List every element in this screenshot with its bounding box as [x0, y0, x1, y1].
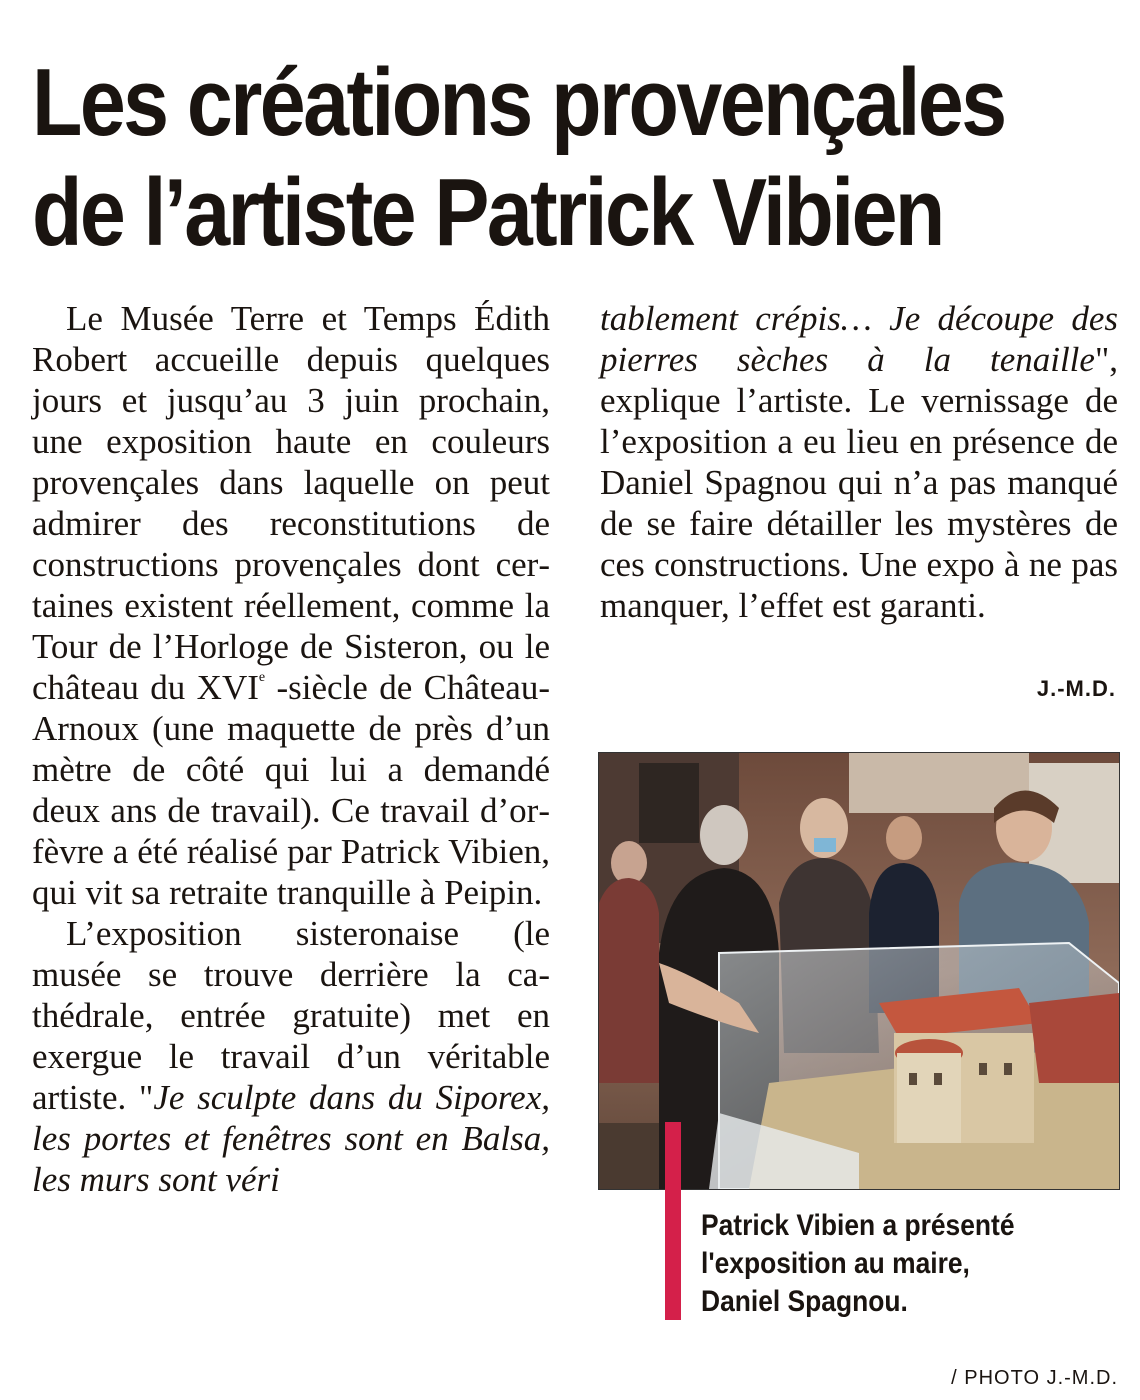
century-superscript: e — [258, 670, 266, 685]
paragraph-1-text: Le Musée Terre et Temps Édith Robert accueille depuis quelques jours et jusqu’au 3 juin prochain, une exposition haute en couleurs provençales dans laquelle on peut admirer des reconstitutions de constructions provençales dont certaines existent réellement, comme la Tour de l’Horloge de Sisteron, ou le château du XVI — [32, 299, 550, 707]
caption-line-1: Patrick Vibien a présenté — [701, 1209, 1015, 1242]
headline-line-2: de l’artiste Patrick Vibien — [32, 159, 943, 266]
photo-credit: / PHOTO J.-M.D. — [951, 1367, 1118, 1389]
article-headline — [32, 48, 1005, 268]
photo-caption — [701, 1207, 1053, 1321]
author-signature: J.-M.D. — [1036, 676, 1116, 701]
article-column-right — [600, 298, 1118, 626]
paragraph-2 — [32, 913, 550, 1200]
headline-line-1: Les créations provençales — [32, 49, 1005, 156]
artist-quote-end: tablement crépis… Je découpe des pierres sèches à la tenaille — [600, 299, 1118, 379]
paragraph-2-text: L’exposition sisteronaise (le musée se trouve derrière la cathédrale, entrée gratuite) met en exergue le travail d’un véritable artiste. " — [32, 914, 550, 1117]
paragraph-2-continued — [600, 298, 1118, 626]
caption-accent-bar — [665, 1122, 681, 1320]
paragraph-2-text-end: ", explique l’artiste. Le vernissage de l’exposition a eu lieu en présence de Daniel Spagnou qui n’a pas manqué de se faire détailler les mystères de ces constructions. Une expo à ne pas manquer, l’effet est garanti. — [600, 340, 1118, 625]
model-castle — [709, 943, 1119, 1189]
paragraph-1-text-end: -siècle de Château-Arnoux (une maquette de près d’un mètre de côté qui lui a demandé deux ans de travail). Ce travail d’orfèvre a été réalisé par Patrick Vibien, qui vit sa retraite tranquille à Peipin. — [32, 668, 550, 912]
paragraph-1 — [32, 298, 550, 913]
caption-line-2: l'exposition au maire, — [701, 1247, 970, 1280]
caption-line-3: Daniel Spagnou. — [701, 1285, 908, 1318]
artist-quote-start: Je sculpte dans du Siporex, les portes et fenêtres sont en Balsa, les murs sont véri — [32, 1078, 550, 1199]
article-column-left — [32, 298, 550, 1200]
